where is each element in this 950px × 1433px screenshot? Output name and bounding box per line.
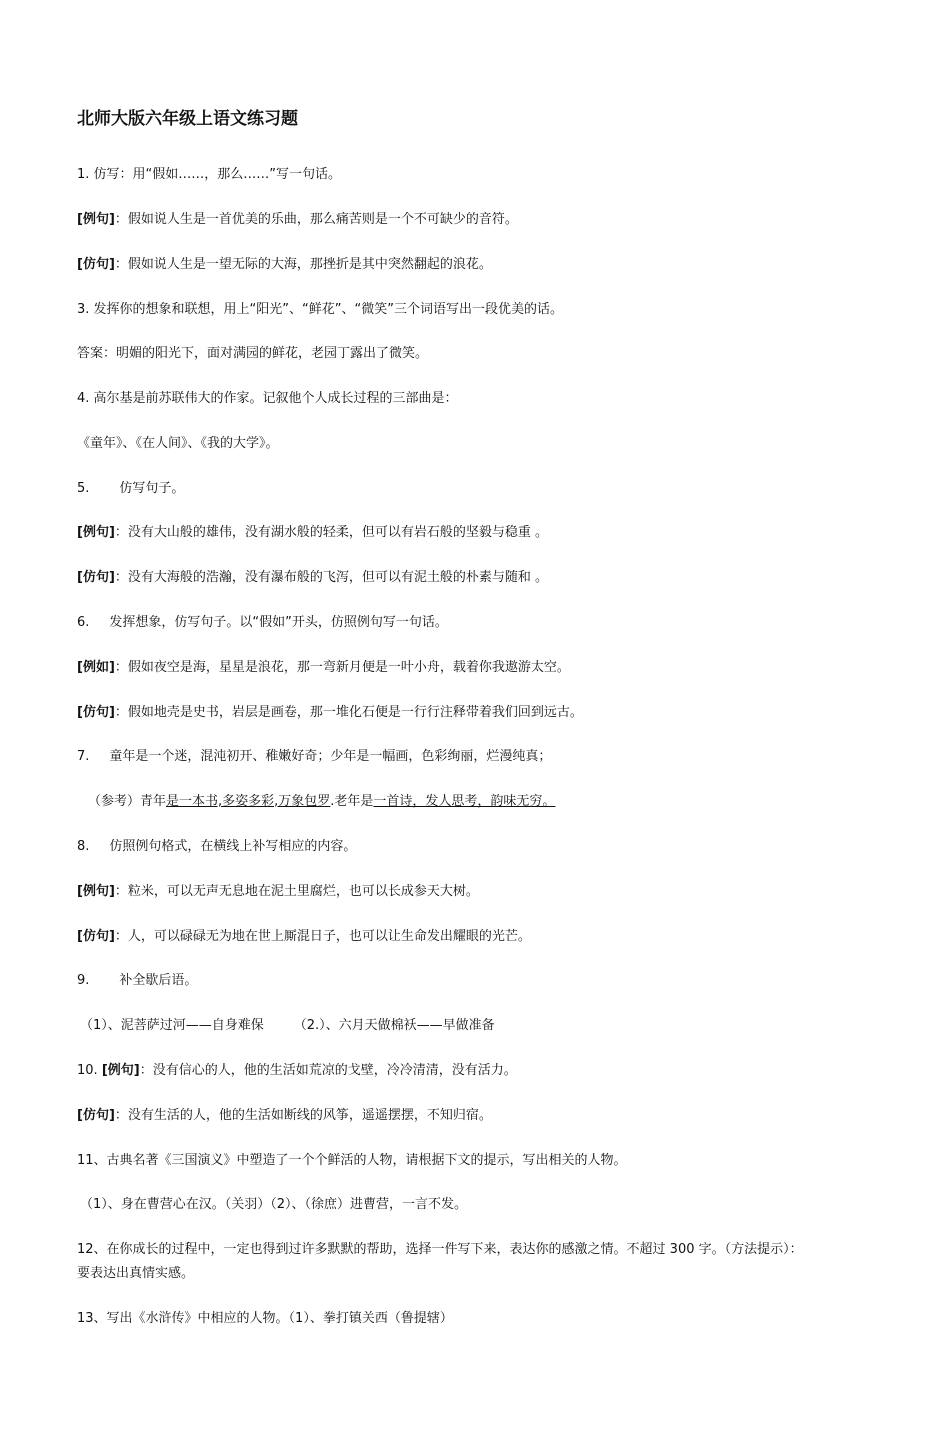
example-tag: [例句]: [77, 525, 115, 540]
example-tag: [例句]: [77, 212, 115, 227]
question-8-imitation: [77, 927, 531, 947]
answer-underlined-1: 是一本书,多姿多彩,万象包罗: [166, 794, 331, 809]
question-9-answer: [80, 1016, 495, 1036]
imitation-text: ：没有生活的人，他的生活如断线的风筝，遥遥摆摆，不知归宿。: [114, 1108, 492, 1123]
question-6: [77, 613, 448, 633]
imitation-tag: [仿句]: [77, 1108, 115, 1123]
question-number: 7.: [77, 749, 90, 764]
question-text: 仿照例句格式，在横线上补写相应的内容。: [109, 839, 357, 854]
question-12-line-2: 要表达出真情实感。: [77, 1266, 195, 1281]
answer-1: （1）、泥菩萨过河——自身难保: [80, 1018, 264, 1033]
question-8-example: [77, 882, 479, 902]
example-text: ：粒米，可以无声无息地在泥土里腐烂，也可以长成参天大树。: [114, 884, 479, 899]
imitation-text: ：没有大海般的浩瀚，没有瀑布般的飞泻，但可以有泥土般的朴素与随和 。: [114, 570, 549, 585]
question-text: 补全歇后语。: [119, 973, 198, 988]
answer-middle: .老年是: [330, 794, 374, 809]
imitation-tag: [仿句]: [77, 929, 115, 944]
question-7-answer: [88, 792, 555, 812]
question-9: [77, 971, 197, 991]
imitation-tag: [仿句]: [77, 257, 115, 272]
question-5-example: [77, 523, 548, 543]
question-1: 1. 仿写：用“假如……，那么……”写一句话。: [77, 167, 342, 182]
imitation-text: ：假如地壳是史书，岩层是画卷，那一堆化石便是一行行注释带着我们回到远古。: [114, 705, 583, 720]
question-number: 9.: [77, 973, 90, 988]
question-1-imitation: [77, 255, 492, 275]
question-number: 8.: [77, 839, 90, 854]
example-text: ：假如说人生是一首优美的乐曲，那么痛苦则是一个不可缺少的音符。: [114, 212, 518, 227]
question-7: [77, 747, 551, 767]
question-13: 13、写出《水浒传》中相应的人物。（1）、拳打镇关西（鲁提辖）: [77, 1311, 453, 1326]
question-number: 5.: [77, 481, 90, 496]
question-4-answer: 《童年》、《在人间》、《我的大学》。: [77, 436, 279, 451]
question-5-imitation: [77, 568, 548, 588]
imitation-text: ：假如说人生是一望无际的大海，那挫折是其中突然翻起的浪花。: [114, 257, 492, 272]
question-11: 11、古典名著《三国演义》中塑造了一个个鲜活的人物，请根据下文的提示，写出相关的人物。: [77, 1153, 627, 1168]
question-number: 6.: [77, 615, 90, 630]
example-text: ：没有大山般的雄伟，没有湖水般的轻柔，但可以有岩石般的坚毅与稳重 。: [114, 525, 549, 540]
question-6-imitation: [77, 703, 583, 723]
question-5: [77, 479, 184, 499]
document-title: 北师大版六年级上语文练习题: [77, 109, 298, 129]
question-11-answer: （1）、身在曹营心在汉。（关羽）（2）、（徐庶）进曹营，一言不发。: [80, 1197, 468, 1212]
question-10-imitation: [77, 1106, 492, 1126]
answer-2: （2.）、六月天做棉袄——早做准备: [293, 1018, 495, 1033]
example-tag: [例如]: [77, 660, 115, 675]
question-1-example: [77, 210, 518, 230]
imitation-tag: [仿句]: [77, 570, 115, 585]
question-6-example: [77, 658, 570, 678]
imitation-tag: [仿句]: [77, 705, 115, 720]
example-text: ：假如夜空是海，星星是浪花，那一弯新月便是一叶小舟，载着你我遨游太空。: [114, 660, 570, 675]
question-3: 3. 发挥你的想象和联想，用上“阳光”、“鲜花”、“微笑”三个词语写出一段优美的话。: [77, 302, 563, 317]
question-12-line-1: 12、在你成长的过程中，一定也得到过许多默默的帮助，选择一件写下来，表达你的感激之情。不超过 300 字。（方法提示）：: [77, 1242, 803, 1257]
question-text: 童年是一个迷，混沌初开、稚嫩好奇；少年是一幅画，色彩绚丽，烂漫纯真；: [109, 749, 552, 764]
example-tag: [例句]: [101, 1063, 140, 1078]
question-3-answer: 答案：明媚的阳光下，面对满园的鲜花，老园丁露出了微笑。: [77, 346, 429, 361]
question-number: 10.: [77, 1063, 98, 1078]
example-tag: [例句]: [77, 884, 115, 899]
example-text: ：没有信心的人，他的生活如荒凉的戈壁，冷冷清清，没有活力。: [139, 1063, 517, 1078]
question-text: 发挥想象，仿写句子。以“假如”开头，仿照例句写一句话。: [109, 615, 448, 630]
answer-underlined-2: 一首诗，发人思考，韵味无穷。: [373, 794, 556, 809]
question-4: 4. 高尔基是前苏联伟大的作家。记叙他个人成长过程的三部曲是：: [77, 391, 458, 406]
answer-prefix: （参考）青年: [88, 794, 167, 809]
question-8: [77, 837, 356, 857]
question-10: [77, 1061, 517, 1081]
imitation-text: ：人，可以碌碌无为地在世上厮混日子，也可以让生命发出耀眼的光芒。: [114, 929, 531, 944]
question-text: 仿写句子。: [119, 481, 185, 496]
